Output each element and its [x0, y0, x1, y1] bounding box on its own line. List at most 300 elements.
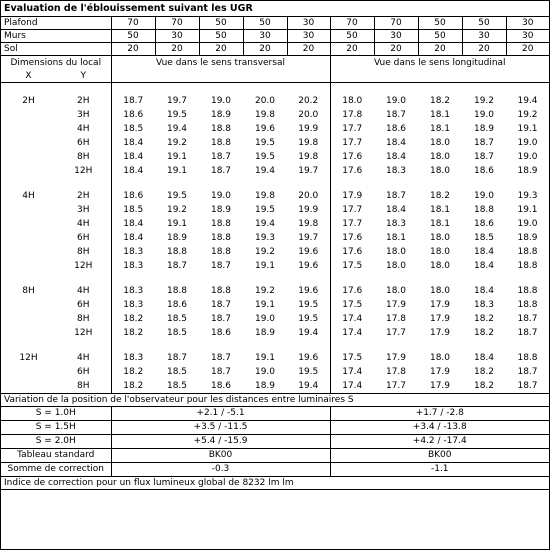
room-x-dimension: 8H [22, 286, 35, 296]
ugr-longitudinal-value: 18.5 [473, 233, 495, 243]
ugr-transversal-value: 18.6 [111, 108, 155, 122]
variation-longitudinal: +1.7 / -2.8 [330, 407, 549, 421]
ugr-transversal-value: 19.0 [254, 314, 276, 324]
ugr-longitudinal-value: 17.7 [385, 328, 407, 338]
reflectance-value: 30 [506, 17, 549, 30]
ugr-transversal-value: 19.1 [166, 219, 188, 229]
reflectance-value: 20 [155, 43, 199, 56]
ugr-transversal-value: 20.0 [254, 96, 276, 106]
ugr-longitudinal-value: 17.5 [330, 351, 374, 365]
ugr-transversal-value: 18.6 [210, 328, 232, 338]
ugr-transversal-value: 19.8 [298, 152, 319, 162]
ugr-transversal-value: 19.7 [298, 233, 319, 243]
ugr-row [1, 231, 549, 245]
ugr-transversal-value: 18.6 [111, 189, 155, 203]
ugr-longitudinal-value: 18.7 [473, 138, 495, 148]
variation-row [1, 407, 549, 421]
ugr-longitudinal-value: 17.6 [330, 150, 374, 164]
variation-transversal: +3.5 / -11.5 [111, 421, 330, 435]
ugr-transversal-value: 18.3 [111, 351, 155, 365]
ugr-longitudinal-value: 17.7 [330, 122, 374, 136]
ugr-transversal-value: 18.4 [111, 150, 155, 164]
ugr-transversal-value: 18.2 [111, 365, 155, 379]
room-y-dimension: 12H [74, 328, 93, 338]
variation-row [1, 435, 549, 449]
room-x-dimension: 2H [22, 96, 35, 106]
room-y-dimension: 2H [77, 96, 90, 106]
ugr-transversal-value: 18.8 [210, 247, 232, 257]
ugr-transversal-value: 18.8 [166, 286, 188, 296]
ugr-longitudinal-value: 18.2 [473, 314, 495, 324]
ugr-transversal-value: 18.7 [210, 367, 232, 377]
ugr-longitudinal-value: 19.0 [385, 96, 407, 106]
ugr-transversal-value: 19.4 [298, 328, 319, 338]
ugr-row [1, 351, 549, 365]
ugr-longitudinal-value: 18.0 [429, 261, 451, 271]
ugr-transversal-value: 20.0 [298, 110, 319, 120]
reflectance-row [1, 30, 549, 43]
variation-longitudinal: -1.1 [330, 463, 549, 477]
ugr-transversal-value: 19.4 [254, 166, 276, 176]
ugr-transversal-value: 20.2 [298, 96, 319, 106]
ugr-longitudinal-value: 18.1 [429, 205, 451, 215]
reflectance-label: Plafond [1, 17, 111, 30]
ugr-longitudinal-value: 17.8 [385, 314, 407, 324]
ugr-longitudinal-value: 18.3 [385, 219, 407, 229]
ugr-longitudinal-value: 18.6 [385, 124, 407, 134]
ugr-transversal-value: 19.2 [166, 205, 188, 215]
reflectance-value: 20 [506, 43, 549, 56]
reflectance-value: 50 [199, 17, 243, 30]
room-x-dimension [1, 312, 56, 326]
ugr-row [1, 379, 549, 394]
room-x-dimension [1, 379, 56, 394]
ugr-transversal-value: 18.5 [166, 328, 188, 338]
ugr-transversal-value: 18.4 [111, 136, 155, 150]
ugr-longitudinal-value: 18.4 [473, 261, 495, 271]
reflectance-value: 20 [462, 43, 506, 56]
spacer [111, 83, 330, 95]
reflectance-value: 20 [199, 43, 243, 56]
ugr-transversal-value: 19.8 [254, 110, 276, 120]
reflectance-value: 70 [374, 17, 418, 30]
ugr-longitudinal-value: 18.1 [429, 219, 451, 229]
ugr-longitudinal-value: 18.3 [473, 300, 495, 310]
ugr-longitudinal-value: 18.4 [385, 138, 407, 148]
variation-row [1, 449, 549, 463]
ugr-longitudinal-value: 17.9 [429, 314, 451, 324]
ugr-transversal-value: 19.4 [166, 124, 188, 134]
room-y-dimension: 4H [77, 353, 90, 363]
spacer [56, 83, 111, 95]
room-y-dimension: 6H [77, 138, 90, 148]
room-y-dimension: 8H [77, 247, 90, 257]
reflectance-value: 20 [111, 43, 155, 56]
ugr-transversal-value: 19.8 [298, 138, 319, 148]
ugr-transversal-value: 19.1 [254, 353, 276, 363]
ugr-longitudinal-value: 18.0 [429, 166, 451, 176]
ugr-longitudinal-value: 17.6 [330, 284, 374, 298]
reflectance-value: 20 [243, 43, 287, 56]
ugr-longitudinal-value: 19.0 [473, 191, 495, 201]
ugr-transversal-value: 18.8 [210, 219, 232, 229]
ugr-transversal-value: 18.7 [210, 300, 232, 310]
spacer [330, 178, 549, 189]
ugr-row [1, 298, 549, 312]
ugr-transversal-value: 18.7 [111, 94, 155, 108]
reflectance-label: Murs [1, 30, 111, 43]
reflectance-value: 50 [243, 17, 287, 30]
reflectance-value: 30 [462, 30, 506, 43]
ugr-longitudinal-value: 18.0 [429, 152, 451, 162]
ugr-transversal-value: 18.3 [111, 259, 155, 273]
variation-row [1, 421, 549, 435]
room-y-dimension: 3H [77, 205, 90, 215]
ugr-transversal-value: 19.8 [298, 219, 319, 229]
ugr-longitudinal-value: 18.8 [517, 286, 538, 296]
ugr-longitudinal-value: 17.9 [418, 379, 462, 394]
longitudinal-label: Vue dans le sens longitudinal [330, 56, 549, 70]
ugr-longitudinal-value: 19.0 [517, 152, 538, 162]
ugr-longitudinal-value: 18.7 [517, 328, 538, 338]
ugr-transversal-value: 19.2 [254, 286, 276, 296]
room-y-dimension: 8H [56, 379, 111, 394]
room-x-dimension [1, 136, 56, 150]
ugr-transversal-value: 18.7 [210, 152, 232, 162]
reflectance-value: 50 [199, 30, 243, 43]
ugr-longitudinal-value: 18.7 [517, 314, 538, 324]
ugr-longitudinal-value: 18.6 [473, 219, 495, 229]
room-y-dimension: 6H [77, 367, 90, 377]
ugr-longitudinal-value: 18.9 [517, 166, 538, 176]
ugr-transversal-value: 19.9 [298, 124, 319, 134]
reflectance-value: 70 [155, 17, 199, 30]
ugr-transversal-value: 19.2 [166, 138, 188, 148]
reflectance-value: 70 [111, 17, 155, 30]
ugr-row [1, 203, 549, 217]
room-y-dimension: 4H [77, 219, 90, 229]
ugr-row [1, 136, 549, 150]
ugr-transversal-value: 18.8 [210, 138, 232, 148]
ugr-longitudinal-value: 17.9 [429, 300, 451, 310]
variation-transversal: -0.3 [111, 463, 330, 477]
variation-label: S = 1.5H [1, 421, 111, 435]
ugr-row [1, 150, 549, 164]
reflectance-value: 30 [287, 30, 330, 43]
footer-note: Indice de correction pour un flux lumineux global de 8232 lm lm [1, 477, 549, 490]
ugr-longitudinal-value: 19.2 [517, 110, 538, 120]
ugr-transversal-value: 19.1 [166, 152, 188, 162]
room-x-dimension [1, 298, 56, 312]
spacer [56, 178, 111, 189]
ugr-longitudinal-value: 18.9 [473, 124, 495, 134]
ugr-transversal-value: 20.0 [298, 191, 319, 201]
ugr-transversal-value: 18.9 [166, 233, 188, 243]
ugr-longitudinal-value: 18.0 [330, 94, 374, 108]
room-y-dimension: 8H [77, 152, 90, 162]
spacer [1, 340, 56, 351]
ugr-row [1, 312, 549, 326]
ugr-transversal-value: 18.5 [111, 203, 155, 217]
ugr-transversal-value: 18.5 [111, 122, 155, 136]
ugr-longitudinal-value: 18.4 [385, 205, 407, 215]
ugr-longitudinal-value: 18.4 [473, 353, 495, 363]
ugr-longitudinal-value: 18.4 [473, 247, 495, 257]
ugr-transversal-value: 19.1 [254, 261, 276, 271]
reflectance-value: 50 [330, 30, 374, 43]
ugr-longitudinal-value: 18.8 [517, 247, 538, 257]
ugr-transversal-value: 18.5 [166, 314, 188, 324]
ugr-transversal-value: 18.7 [210, 353, 232, 363]
ugr-longitudinal-value: 19.1 [517, 205, 538, 215]
ugr-longitudinal-value: 18.8 [517, 261, 538, 271]
ugr-longitudinal-value: 19.0 [473, 110, 495, 120]
ugr-transversal-value: 19.9 [298, 205, 319, 215]
ugr-longitudinal-value: 18.8 [517, 300, 538, 310]
ugr-transversal-value: 18.9 [243, 379, 287, 394]
spacer [111, 273, 330, 284]
ugr-longitudinal-value: 17.7 [374, 379, 418, 394]
variation-transversal: +5.4 / -15.9 [111, 435, 330, 449]
ugr-transversal-value: 19.5 [254, 205, 276, 215]
room-y-dimension: 4H [77, 286, 90, 296]
ugr-transversal-value: 18.8 [210, 233, 232, 243]
ugr-longitudinal-value: 18.3 [385, 166, 407, 176]
variation-row [1, 463, 549, 477]
ugr-longitudinal-value: 18.2 [473, 328, 495, 338]
room-x-dimension [1, 164, 56, 178]
ugr-longitudinal-value: 17.6 [330, 245, 374, 259]
ugr-transversal-value: 18.8 [210, 124, 232, 134]
ugr-transversal-value: 18.2 [111, 379, 155, 394]
ugr-row [1, 245, 549, 259]
ugr-transversal-value: 18.2 [111, 312, 155, 326]
ugr-longitudinal-value: 18.2 [429, 96, 451, 106]
ugr-longitudinal-value: 17.4 [330, 326, 374, 340]
ugr-longitudinal-value: 17.9 [429, 367, 451, 377]
dimensions-label: Dimensions du local [10, 58, 102, 68]
ugr-longitudinal-value: 17.7 [330, 203, 374, 217]
ugr-longitudinal-value: 19.3 [517, 191, 538, 201]
reflectance-value: 20 [287, 43, 330, 56]
header-table [1, 17, 549, 56]
ugr-transversal-value: 19.5 [298, 314, 319, 324]
ugr-longitudinal-value: 17.5 [330, 259, 374, 273]
ugr-transversal-value: 19.1 [166, 166, 188, 176]
ugr-transversal-value: 19.5 [166, 110, 188, 120]
reflectance-value: 70 [330, 17, 374, 30]
ugr-longitudinal-value: 17.9 [429, 328, 451, 338]
ugr-longitudinal-value: 17.8 [330, 108, 374, 122]
ugr-transversal-value: 18.7 [210, 314, 232, 324]
ugr-transversal-value: 19.1 [254, 300, 276, 310]
ugr-longitudinal-value: 18.2 [473, 367, 495, 377]
reflectance-value: 30 [287, 17, 330, 30]
reflectance-value: 50 [111, 30, 155, 43]
ugr-grid [1, 56, 549, 394]
ugr-longitudinal-value: 18.7 [385, 110, 407, 120]
spacer [1, 178, 56, 189]
reflectance-value: 30 [243, 30, 287, 43]
spacer [330, 273, 549, 284]
ugr-transversal-value: 19.8 [254, 191, 276, 201]
ugr-longitudinal-value: 18.7 [517, 367, 538, 377]
reflectance-row [1, 17, 549, 30]
ugr-transversal-value: 19.0 [254, 367, 276, 377]
ugr-longitudinal-value: 18.4 [473, 286, 495, 296]
ugr-transversal-value: 19.6 [298, 247, 319, 257]
ugr-row [1, 365, 549, 379]
ugr-longitudinal-value: 18.0 [429, 353, 451, 363]
transversal-label: Vue dans le sens transversal [111, 56, 330, 70]
variation-label: Tableau standard [1, 449, 111, 463]
ugr-longitudinal-value: 18.1 [385, 233, 407, 243]
ugr-longitudinal-value: 18.8 [473, 205, 495, 215]
ugr-transversal-value: 19.0 [210, 96, 232, 106]
ugr-row [1, 326, 549, 340]
room-y-dimension: 2H [77, 191, 90, 201]
room-x-dimension [1, 122, 56, 136]
ugr-transversal-value: 19.5 [166, 191, 188, 201]
room-x-dimension: 4H [22, 191, 35, 201]
ugr-longitudinal-value: 17.8 [385, 367, 407, 377]
ugr-transversal-value: 19.7 [298, 166, 319, 176]
ugr-transversal-value: 18.8 [210, 286, 232, 296]
reflectance-value: 20 [330, 43, 374, 56]
ugr-transversal-value: 19.4 [254, 219, 276, 229]
ugr-transversal-value: 18.7 [210, 166, 232, 176]
variation-table [1, 407, 549, 477]
ugr-transversal-value: 18.4 [111, 231, 155, 245]
ugr-transversal-value: 18.9 [210, 205, 232, 215]
ugr-transversal-value: 18.4 [111, 217, 155, 231]
reflectance-value: 50 [418, 30, 462, 43]
ugr-longitudinal-value: 18.8 [517, 353, 538, 363]
ugr-longitudinal-value: 18.4 [385, 152, 407, 162]
ugr-transversal-value: 19.6 [298, 261, 319, 271]
reflectance-value: 50 [462, 17, 506, 30]
room-x-dimension [1, 150, 56, 164]
ugr-transversal-value: 18.9 [254, 328, 276, 338]
ugr-transversal-value: 18.6 [166, 300, 188, 310]
ugr-longitudinal-value: 17.9 [385, 300, 407, 310]
room-x-dimension [1, 365, 56, 379]
reflectance-label: Sol [1, 43, 111, 56]
reflectance-value: 20 [374, 43, 418, 56]
ugr-longitudinal-value: 18.0 [385, 247, 407, 257]
room-y-dimension: 12H [74, 166, 93, 176]
ugr-transversal-value: 19.5 [298, 300, 319, 310]
ugr-longitudinal-value: 18.0 [429, 138, 451, 148]
spacer [111, 178, 330, 189]
room-x-dimension [1, 203, 56, 217]
reflectance-value: 20 [418, 43, 462, 56]
reflectance-value: 30 [374, 30, 418, 43]
ugr-longitudinal-value: 17.9 [385, 353, 407, 363]
ugr-longitudinal-value: 18.0 [429, 247, 451, 257]
variation-label: S = 1.0H [1, 407, 111, 421]
variation-label: Somme de correction [1, 463, 111, 477]
ugr-longitudinal-value: 17.6 [330, 231, 374, 245]
ugr-longitudinal-value: 19.0 [517, 219, 538, 229]
ugr-row [1, 108, 549, 122]
variation-transversal: +2.1 / -5.1 [111, 407, 330, 421]
reflectance-value: 50 [418, 17, 462, 30]
ugr-longitudinal-value: 17.7 [330, 217, 374, 231]
spacer [330, 83, 549, 95]
ugr-transversal-value: 19.6 [298, 286, 319, 296]
ugr-transversal-value: 19.0 [210, 191, 232, 201]
reflectance-row [1, 43, 549, 56]
ugr-longitudinal-value: 17.6 [330, 164, 374, 178]
ugr-transversal-value: 18.5 [166, 367, 188, 377]
ugr-transversal-value: 19.5 [254, 152, 276, 162]
room-y-dimension: 6H [77, 233, 90, 243]
ugr-longitudinal-value: 18.0 [429, 233, 451, 243]
ugr-row [1, 284, 549, 298]
spacer [330, 340, 549, 351]
spacer [56, 340, 111, 351]
ugr-transversal-value: 18.3 [111, 284, 155, 298]
ugr-longitudinal-value: 18.6 [473, 166, 495, 176]
room-y-dimension: 3H [77, 110, 90, 120]
variation-title: Variation de la position de l'observateur pour les distances entre luminaires S [1, 394, 549, 407]
room-x-dimension [1, 231, 56, 245]
ugr-longitudinal-value: 19.0 [517, 138, 538, 148]
ugr-transversal-value: 19.5 [298, 367, 319, 377]
room-x-dimension [1, 217, 56, 231]
ugr-longitudinal-value: 19.4 [517, 96, 538, 106]
spacer [111, 340, 330, 351]
room-x-dimension: 12H [19, 353, 38, 363]
ugr-longitudinal-value: 19.1 [517, 124, 538, 134]
ugr-row [1, 94, 549, 108]
ugr-transversal-value: 19.2 [254, 247, 276, 257]
page-title: Evaluation de l'éblouissement suivant les UGR [1, 1, 549, 17]
variation-longitudinal: BK00 [330, 449, 549, 463]
room-y-dimension: 8H [77, 314, 90, 324]
room-y-dimension: 6H [77, 300, 90, 310]
ugr-longitudinal-value: 18.7 [385, 191, 407, 201]
ugr-transversal-value: 19.5 [254, 138, 276, 148]
ugr-longitudinal-value: 18.1 [429, 124, 451, 134]
ugr-transversal-value: 18.7 [166, 353, 188, 363]
room-x-dimension [1, 259, 56, 273]
room-y-dimension: 4H [77, 124, 90, 134]
reflectance-value: 30 [506, 30, 549, 43]
ugr-transversal-value: 19.4 [287, 379, 330, 394]
ugr-longitudinal-value: 17.4 [330, 312, 374, 326]
spacer [1, 273, 56, 284]
ugr-transversal-value: 18.4 [111, 164, 155, 178]
ugr-longitudinal-value: 17.9 [330, 189, 374, 203]
variation-label: S = 2.0H [1, 435, 111, 449]
room-x-dimension [1, 326, 56, 340]
ugr-row [1, 164, 549, 178]
reflectance-value: 30 [155, 30, 199, 43]
ugr-longitudinal-value: 17.7 [330, 136, 374, 150]
ugr-row [1, 217, 549, 231]
ugr-transversal-value: 19.3 [254, 233, 276, 243]
x-label: X [25, 71, 32, 81]
variation-longitudinal: +3.4 / -13.8 [330, 421, 549, 435]
ugr-row [1, 122, 549, 136]
room-x-dimension [1, 108, 56, 122]
ugr-longitudinal-value: 18.2 [462, 379, 506, 394]
spacer [1, 83, 56, 95]
ugr-transversal-value: 19.6 [298, 353, 319, 363]
ugr-longitudinal-value: 18.1 [429, 110, 451, 120]
